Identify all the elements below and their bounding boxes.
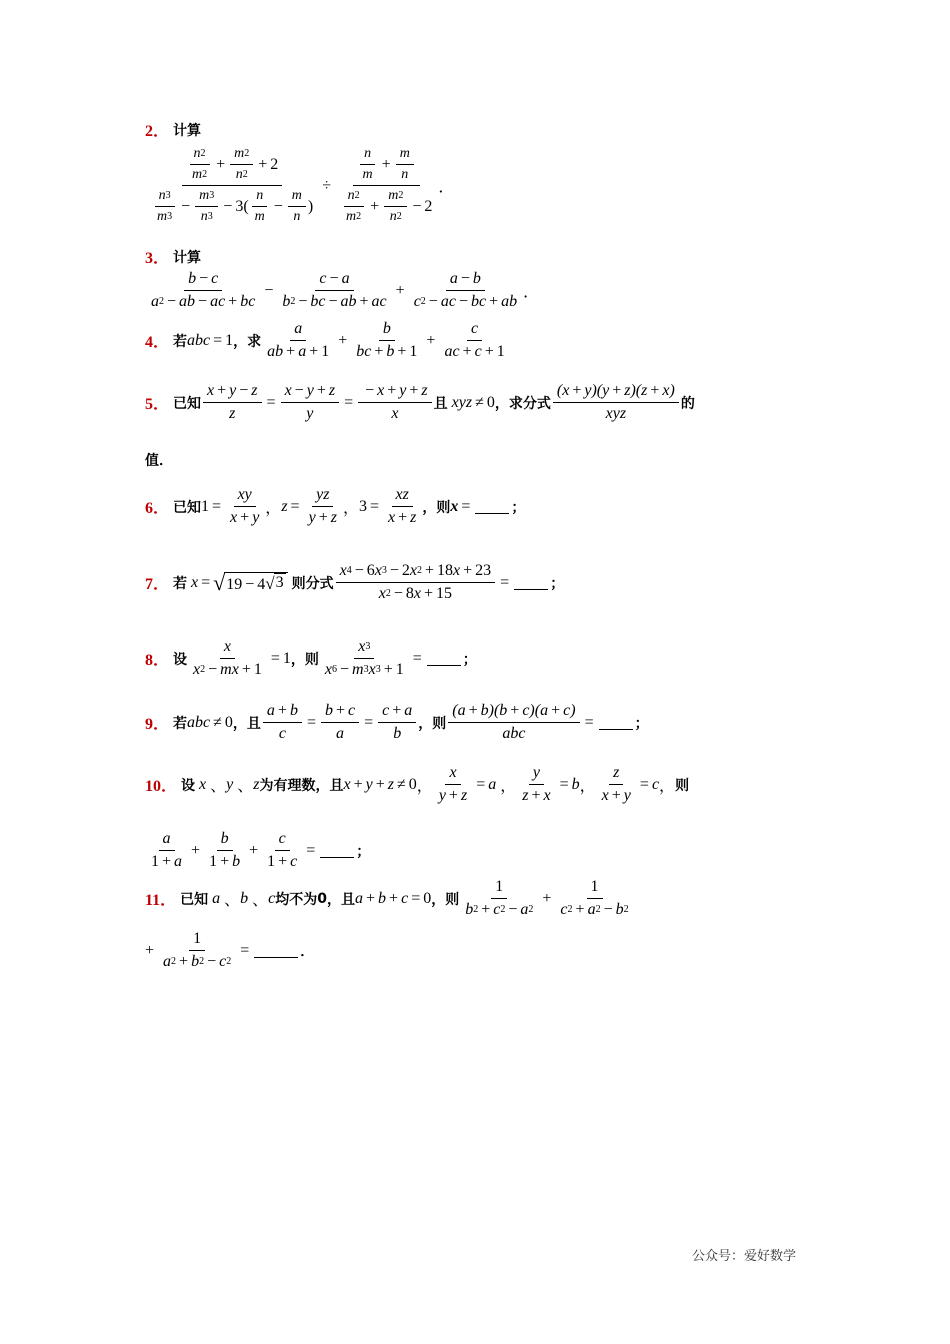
problem-number: 7． [145, 576, 170, 593]
footer-text: 公众号：爱好数学 [692, 1249, 797, 1264]
problem-number: 4． [145, 334, 170, 351]
problem-number: 10． [145, 778, 178, 795]
complex-fraction: n 2 m 2 + m 2 n 2 + 2 n 3 m 3 − m 3 n 3 − 3( $\frac{n}{m}$ − $\frac{m}{n}$ ) [147, 146, 317, 225]
problem-text: 则 [675, 777, 690, 794]
problem-text: 若 [173, 333, 188, 350]
problem-text: ，求分式 [494, 395, 551, 412]
problem-text: ，且 [327, 891, 356, 908]
problem-5: 5． 已知 x + y − z z = x − y + z y = − x + y + z x 且 xyz ≠ 0 ，求分式 (x + y)(y + z)(z + x) xyz 的 [145, 382, 695, 422]
problem-number: 11． [145, 892, 177, 909]
problem-10-expression: a 1 + a + b 1 + b + c 1 + c = ； [151, 830, 371, 870]
problem-text: 已知 [180, 891, 209, 908]
problem-text: ； [511, 499, 526, 516]
problem-text: ，则 [418, 715, 447, 732]
answer-blank[interactable] [475, 499, 509, 514]
problem-text: 已知 [173, 395, 202, 412]
answer-blank[interactable] [320, 843, 354, 858]
problem-text: ． [300, 943, 315, 960]
problem-text: ； [356, 843, 371, 860]
problem-11: 11． 已知 a 、 b 、 c 均不为 0 ，且 a + b + c = 0 ，则 1 b 2 + c 2 − a 2 + 1 c 2 + a 2 − b 2 [145, 878, 629, 918]
problem-text: ； [550, 575, 565, 592]
problem-text: ，求 [233, 333, 262, 350]
problem-9: 9． 若 abc ≠ 0 ，且 a + b c = b + c a = c + a b ，则 (a + b)(b + c)(a + c) abc = ； [145, 702, 649, 742]
problem-4: 4． 若 abc = 1 ，求 a ab + a + 1 + b bc + b + 1 + c ac + c + 1 [145, 320, 505, 360]
problem-5-tail: 值． [145, 453, 173, 469]
problem-number: 2． [145, 123, 170, 140]
problem-text: 若 [173, 715, 188, 732]
problem-text: 均不为 [275, 891, 318, 908]
answer-blank[interactable] [599, 715, 633, 730]
problem-text: 设 [181, 777, 196, 794]
problem-6: 6． 已知 1 = xy x + y ， z = yz y + z ， 3 = xz x + z ，则 x = ； [145, 486, 526, 526]
problem-text: 0 [317, 890, 328, 907]
problem-11-expression: + 1 a 2 + b 2 − c 2 = ． [145, 930, 315, 970]
problem-number: 8． [145, 652, 170, 669]
problem-2 [145, 118, 201, 141]
problem-text: 设 [173, 651, 188, 668]
problem-text: ，且 [232, 715, 261, 732]
answer-blank[interactable] [427, 651, 461, 666]
problem-text: ； [634, 715, 649, 732]
problem-text: 若 [173, 575, 188, 592]
complex-fraction: $\frac{n}{m}$ + $\frac{m}{n}$ n 2 m 2 + m 2 n 2 − 2 [336, 146, 436, 225]
problem-text: ，则 [290, 651, 319, 668]
problem-text: 则分式 [291, 575, 334, 592]
problem-2-expression: n 2 m 2 + m 2 n 2 + 2 n 3 m 3 − m 3 n 3 − 3( $\frac{n}{m}$ − $\frac{m}{n}$ ) ÷ $\frac{n}{m}$ + $\frac{m}{n}$ n 2 m 2 + m 2 n 2 − 2 ． [145, 146, 454, 225]
square-root: √ 19 − 4 √ 3 [213, 572, 287, 594]
problem-text: ，则 [431, 891, 460, 908]
answer-blank[interactable] [514, 575, 548, 590]
problem-10: 10． 设 x 、 y 、 z 为有理数，且 x + y + z ≠ 0 ， x y + z = a ， y z + x = b ， z x + y = c ， 则 [145, 764, 690, 804]
problem-number: 9． [145, 716, 170, 733]
problem-text: 的 [680, 395, 695, 412]
problem-7: 7． 若 x = √ 19 − 4 √ 3 则分式 x 4 − 6 x 3 − 2 x 2 + 18 x + 23 x 2 − 8 x + 15 = ； [145, 562, 565, 602]
problem-text: ； [462, 651, 477, 668]
problem-text: 且 [433, 395, 448, 412]
problem-text: 计算 [173, 122, 202, 139]
problem-3 [145, 245, 201, 268]
problem-text: 已知 [173, 499, 202, 516]
problem-text: 为有理数，且 [259, 777, 344, 794]
problem-text: 计算 [173, 249, 202, 266]
problem-text: ，则 [422, 499, 451, 516]
problem-number: 6． [145, 500, 170, 517]
answer-blank[interactable] [254, 943, 298, 958]
problem-number: 3． [145, 250, 170, 267]
problem-3-expression: b − c a 2 − ab − ac + bc − c − a b 2 − bc − ab + ac + a − b c 2 − ac − bc + ab ． [151, 270, 540, 310]
problem-8: 8． 设 x x 2 − mx + 1 = 1 ，则 x 3 x 6 − m 3 x 3 + 1 = ； [145, 638, 477, 678]
problem-number: 5． [145, 396, 170, 413]
